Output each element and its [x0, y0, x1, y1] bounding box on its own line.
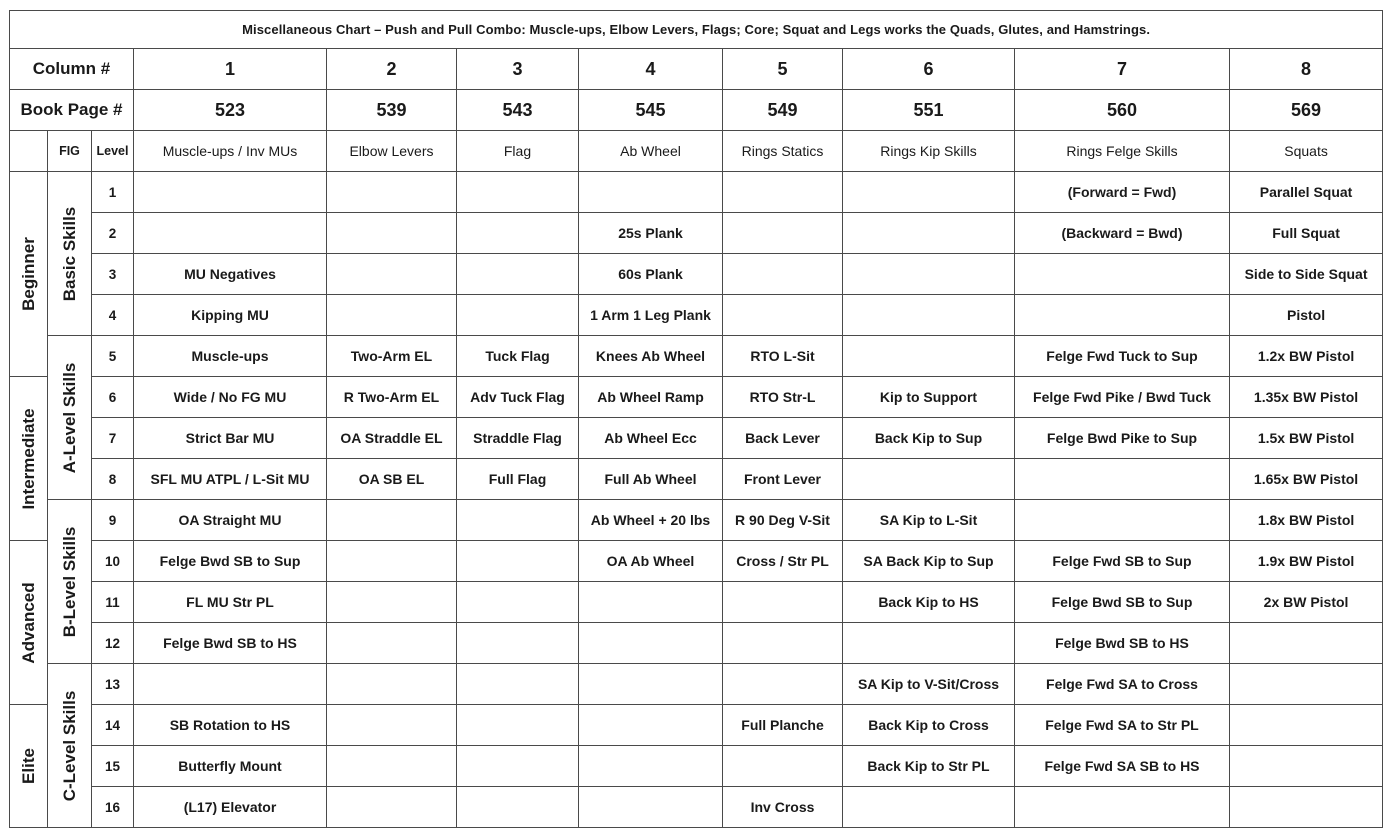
skill-cell: Ab Wheel + 20 lbs: [579, 500, 723, 541]
skill-cell: [327, 664, 457, 705]
skill-cell: 1.35x BW Pistol: [1230, 377, 1383, 418]
column-number-5: 5: [723, 49, 843, 90]
column-number-6: 6: [843, 49, 1015, 90]
skill-cell: Kip to Support: [843, 377, 1015, 418]
skill-cell: [327, 254, 457, 295]
level-number: 14: [92, 705, 134, 746]
skill-cell: [327, 787, 457, 828]
skill-cell: SFL MU ATPL / L-Sit MU: [134, 459, 327, 500]
skill-cell: 1.5x BW Pistol: [1230, 418, 1383, 459]
book-page-3: 543: [457, 90, 579, 131]
chart-title: Miscellaneous Chart – Push and Pull Combo: Muscle-ups, Elbow Levers, Flags; Core; Squat and Legs works the Quads, Glutes, and Hamstrings.: [10, 11, 1383, 49]
skill-cell: Cross / Str PL: [723, 541, 843, 582]
skill-cell: [843, 172, 1015, 213]
skill-group-cell: [48, 172, 92, 336]
skill-cell: 1 Arm 1 Leg Plank: [579, 295, 723, 336]
skill-cell: Strict Bar MU: [134, 418, 327, 459]
skill-cell: OA Straddle EL: [327, 418, 457, 459]
skill-cell: (Forward = Fwd): [1015, 172, 1230, 213]
skill-cell: Full Squat: [1230, 213, 1383, 254]
skill-cell: [843, 254, 1015, 295]
skill-cell: Front Lever: [723, 459, 843, 500]
skill-cell: [1230, 787, 1383, 828]
category-advanced: [10, 541, 48, 705]
skill-cell: Muscle-ups: [134, 336, 327, 377]
skill-cell: [579, 746, 723, 787]
skill-cell: Knees Ab Wheel: [579, 336, 723, 377]
level-number: 1: [92, 172, 134, 213]
skill-cell: Felge Fwd SA SB to HS: [1015, 746, 1230, 787]
skill-cell: [579, 705, 723, 746]
skill-cell: RTO L-Sit: [723, 336, 843, 377]
skill-cell: [327, 582, 457, 623]
skill-cell: 1.2x BW Pistol: [1230, 336, 1383, 377]
skill-cell: [843, 213, 1015, 254]
skill-group-label: Basic Skills: [59, 206, 79, 301]
skill-cell: Straddle Flag: [457, 418, 579, 459]
column-name-8: Squats: [1230, 131, 1383, 172]
book-page-5: 549: [723, 90, 843, 131]
skill-cell: Felge Fwd Tuck to Sup: [1015, 336, 1230, 377]
skill-cell: [457, 295, 579, 336]
column-name-2: Elbow Levers: [327, 131, 457, 172]
table-row: [10, 705, 1383, 746]
skill-cell: [327, 541, 457, 582]
skill-cell: RTO Str-L: [723, 377, 843, 418]
skill-cell: [843, 336, 1015, 377]
table-row: [10, 295, 1383, 336]
skill-cell: [723, 172, 843, 213]
skill-cell: [457, 623, 579, 664]
column-number-4: 4: [579, 49, 723, 90]
table-row: [10, 746, 1383, 787]
skill-cell: 25s Plank: [579, 213, 723, 254]
skill-cell: [457, 787, 579, 828]
table-row: [10, 418, 1383, 459]
skill-cell: [327, 500, 457, 541]
skill-cell: [457, 541, 579, 582]
skill-cell: 1.8x BW Pistol: [1230, 500, 1383, 541]
skill-cell: [579, 582, 723, 623]
skill-cell: 2x BW Pistol: [1230, 582, 1383, 623]
skill-cell: 1.9x BW Pistol: [1230, 541, 1383, 582]
table-row: [10, 664, 1383, 705]
skill-cell: [723, 582, 843, 623]
skill-cell: [1015, 254, 1230, 295]
column-number-7: 7: [1015, 49, 1230, 90]
column-name-5: Rings Statics: [723, 131, 843, 172]
skills-table: [9, 10, 1383, 828]
skill-cell: Felge Bwd SB to Sup: [1015, 582, 1230, 623]
skill-cell: [327, 746, 457, 787]
level-header: Level: [92, 131, 134, 172]
column-name-6: Rings Kip Skills: [843, 131, 1015, 172]
skill-cell: [134, 172, 327, 213]
level-number: 2: [92, 213, 134, 254]
book-page-4: 545: [579, 90, 723, 131]
skill-cell: [457, 500, 579, 541]
skill-cell: Adv Tuck Flag: [457, 377, 579, 418]
skill-cell: [843, 295, 1015, 336]
column-name-1: Muscle-ups / Inv MUs: [134, 131, 327, 172]
skill-cell: [843, 459, 1015, 500]
skill-cell: [843, 787, 1015, 828]
level-number: 6: [92, 377, 134, 418]
skill-cell: SA Kip to V-Sit/Cross: [843, 664, 1015, 705]
column-name-3: Flag: [457, 131, 579, 172]
table-row: [10, 459, 1383, 500]
category-intermediate: [10, 377, 48, 541]
skill-cell: [1015, 459, 1230, 500]
skill-cell: [327, 705, 457, 746]
skill-cell: [457, 705, 579, 746]
skill-cell: Felge Fwd SB to Sup: [1015, 541, 1230, 582]
skill-cell: OA Ab Wheel: [579, 541, 723, 582]
skill-cell: [579, 664, 723, 705]
skill-cell: (L17) Elevator: [134, 787, 327, 828]
skill-group-cell: [48, 500, 92, 664]
column-number-1: 1: [134, 49, 327, 90]
skill-cell: Kipping MU: [134, 295, 327, 336]
skill-cell: Pistol: [1230, 295, 1383, 336]
skill-cell: Felge Bwd SB to HS: [1015, 623, 1230, 664]
level-number: 3: [92, 254, 134, 295]
category-label: Beginner: [18, 237, 38, 311]
category-beginner: [10, 172, 48, 377]
table-row: [10, 500, 1383, 541]
skill-cell: Ab Wheel Ramp: [579, 377, 723, 418]
skill-cell: Butterfly Mount: [134, 746, 327, 787]
skill-cell: [723, 664, 843, 705]
column-number-2: 2: [327, 49, 457, 90]
skill-cell: Ab Wheel Ecc: [579, 418, 723, 459]
column-number-3: 3: [457, 49, 579, 90]
skill-cell: R Two-Arm EL: [327, 377, 457, 418]
skill-cell: [843, 623, 1015, 664]
skill-cell: [723, 623, 843, 664]
skill-cell: Parallel Squat: [1230, 172, 1383, 213]
skill-cell: SB Rotation to HS: [134, 705, 327, 746]
skill-cell: Full Ab Wheel: [579, 459, 723, 500]
skill-cell: [457, 664, 579, 705]
skill-cell: [327, 213, 457, 254]
skill-cell: [134, 664, 327, 705]
level-number: 15: [92, 746, 134, 787]
skill-cell: Back Lever: [723, 418, 843, 459]
skill-cell: Two-Arm EL: [327, 336, 457, 377]
skill-cell: Inv Cross: [723, 787, 843, 828]
skill-cell: (Backward = Bwd): [1015, 213, 1230, 254]
skill-cell: [457, 172, 579, 213]
level-number: 13: [92, 664, 134, 705]
skill-cell: Felge Bwd SB to HS: [134, 623, 327, 664]
skill-group-label: B-Level Skills: [59, 526, 79, 637]
skills-chart: [9, 10, 1382, 829]
table-row: [10, 377, 1383, 418]
book-page-7: 560: [1015, 90, 1230, 131]
book-page-1: 523: [134, 90, 327, 131]
skill-cell: [1230, 705, 1383, 746]
skill-cell: MU Negatives: [134, 254, 327, 295]
table-row: [10, 213, 1383, 254]
skill-cell: Felge Bwd SB to Sup: [134, 541, 327, 582]
column-name-7: Rings Felge Skills: [1015, 131, 1230, 172]
skill-group-cell: [48, 664, 92, 828]
skill-cell: [327, 172, 457, 213]
fig-header: FIG: [48, 131, 92, 172]
table-row: [10, 172, 1383, 213]
skill-cell: SA Kip to L-Sit: [843, 500, 1015, 541]
column-name-4: Ab Wheel: [579, 131, 723, 172]
skill-cell: Full Planche: [723, 705, 843, 746]
skill-cell: [134, 213, 327, 254]
skill-cell: [457, 582, 579, 623]
skill-cell: Tuck Flag: [457, 336, 579, 377]
skill-cell: [1230, 623, 1383, 664]
skill-cell: [1015, 295, 1230, 336]
table-row: [10, 254, 1383, 295]
skill-cell: OA Straight MU: [134, 500, 327, 541]
skill-cell: [723, 254, 843, 295]
skill-cell: 60s Plank: [579, 254, 723, 295]
level-number: 4: [92, 295, 134, 336]
table-row: [10, 787, 1383, 828]
category-elite: [10, 705, 48, 828]
category-label: Advanced: [18, 581, 38, 664]
table-row: [10, 541, 1383, 582]
skill-cell: R 90 Deg V-Sit: [723, 500, 843, 541]
level-number: 11: [92, 582, 134, 623]
skill-cell: SA Back Kip to Sup: [843, 541, 1015, 582]
skill-cell: OA SB EL: [327, 459, 457, 500]
book-page-6: 551: [843, 90, 1015, 131]
skill-cell: 1.65x BW Pistol: [1230, 459, 1383, 500]
skill-cell: Side to Side Squat: [1230, 254, 1383, 295]
skill-cell: Felge Fwd SA to Str PL: [1015, 705, 1230, 746]
table-row: [10, 582, 1383, 623]
skill-cell: Wide / No FG MU: [134, 377, 327, 418]
table-row: [10, 336, 1383, 377]
category-label: Intermediate: [18, 407, 38, 510]
skill-group-cell: [48, 336, 92, 500]
book-page-8: 569: [1230, 90, 1383, 131]
level-number: 5: [92, 336, 134, 377]
skill-cell: [1230, 746, 1383, 787]
skill-cell: Back Kip to HS: [843, 582, 1015, 623]
skill-cell: [327, 623, 457, 664]
skill-cell: Full Flag: [457, 459, 579, 500]
skill-cell: Back Kip to Sup: [843, 418, 1015, 459]
skill-cell: FL MU Str PL: [134, 582, 327, 623]
book-page-2: 539: [327, 90, 457, 131]
skill-group-label: C-Level Skills: [59, 690, 79, 801]
table-row: [10, 623, 1383, 664]
corner-cell: [10, 131, 48, 172]
skill-cell: Felge Fwd SA to Cross: [1015, 664, 1230, 705]
skill-cell: [1015, 787, 1230, 828]
column-number-8: 8: [1230, 49, 1383, 90]
skill-cell: Back Kip to Cross: [843, 705, 1015, 746]
skill-cell: [1230, 664, 1383, 705]
skill-cell: [723, 295, 843, 336]
skill-cell: [579, 623, 723, 664]
skill-cell: [457, 213, 579, 254]
level-number: 12: [92, 623, 134, 664]
skill-cell: [579, 787, 723, 828]
skill-cell: Felge Fwd Pike / Bwd Tuck: [1015, 377, 1230, 418]
skill-cell: [1015, 500, 1230, 541]
category-label: Elite: [18, 748, 38, 784]
skill-cell: [723, 213, 843, 254]
book-page-label: Book Page #: [10, 90, 134, 131]
skill-cell: [457, 254, 579, 295]
skill-cell: [723, 746, 843, 787]
skill-cell: [579, 172, 723, 213]
level-number: 7: [92, 418, 134, 459]
level-number: 10: [92, 541, 134, 582]
skill-group-label: A-Level Skills: [59, 362, 79, 473]
column-number-label: Column #: [10, 49, 134, 90]
level-number: 9: [92, 500, 134, 541]
skill-cell: Felge Bwd Pike to Sup: [1015, 418, 1230, 459]
skill-cell: [327, 295, 457, 336]
level-number: 16: [92, 787, 134, 828]
skill-cell: [457, 746, 579, 787]
level-number: 8: [92, 459, 134, 500]
skill-cell: Back Kip to Str PL: [843, 746, 1015, 787]
